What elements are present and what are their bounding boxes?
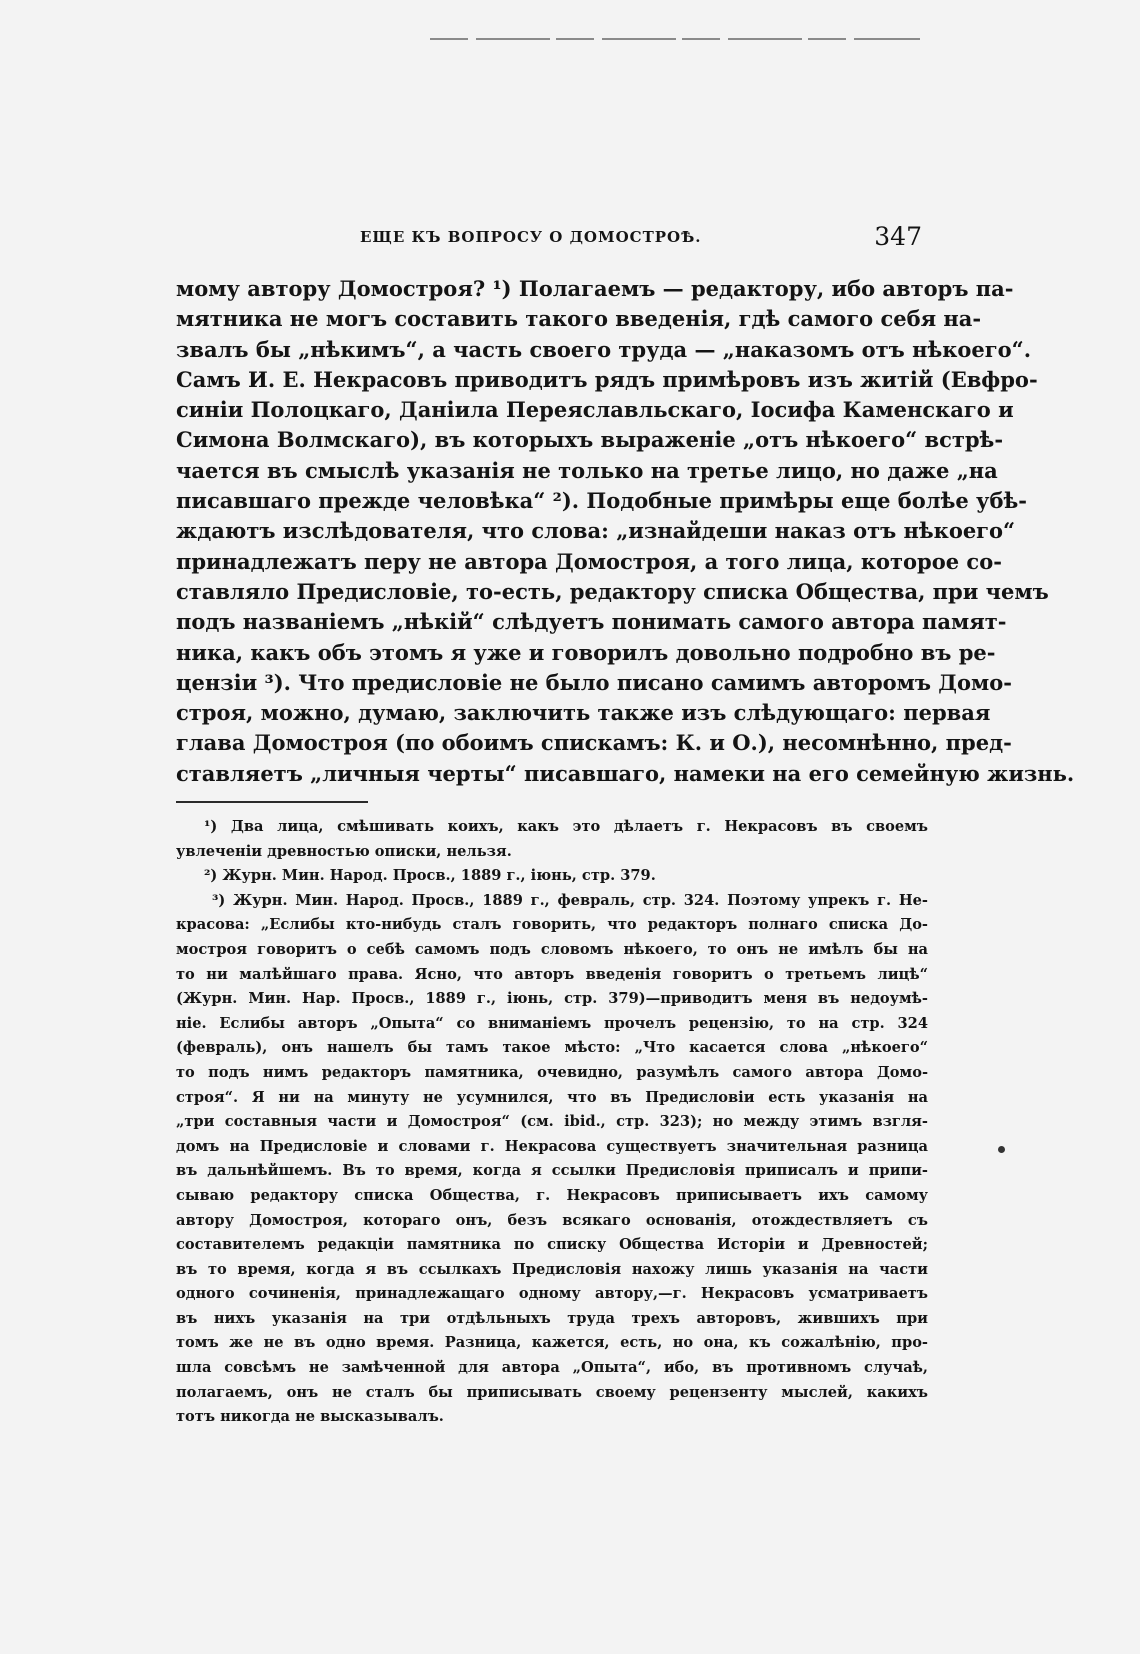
- footnote-line: мостроя говоритъ о себѣ самомъ подъ словомъ нѣкоего, то онъ не имѣлъ бы на: [176, 940, 928, 958]
- text-line: ставляетъ „личныя черты“ писавшаго, намеки на его семейную жизнь.: [176, 760, 1075, 786]
- footnote-line: ²) Журн. Мин. Народ. Просв., 1889 г., іюнь, стр. 379.: [204, 867, 656, 885]
- footnote-line: полагаемъ, онъ не сталъ бы приписывать своему рецензенту мыслей, какихъ: [176, 1383, 928, 1401]
- text-line: Самъ И. Е. Некрасовъ приводитъ рядъ примѣровъ изъ житій (Евфро-: [176, 366, 1038, 392]
- text-line: принадлежатъ перу не автора Домостроя, а того лица, которое со-: [176, 548, 1002, 574]
- text-line: ставляло Предисловіе, то-есть, редактору списка Общества, при чемъ: [176, 578, 1049, 604]
- text-line: Симона Волмскаго), въ которыхъ выраженіе „отъ нѣкоего“ встрѣ-: [176, 427, 1004, 453]
- text-line: синіи Полоцкаго, Даніила Переяславльскаго, Іосифа Каменскаго и: [176, 397, 1014, 423]
- footnote-line: строя“. Я ни на минуту не усумнился, что въ Предисловіи есть указанія на: [176, 1088, 928, 1106]
- footnote-line: одного сочиненія, принадлежащаго одному автору,—г. Некрасовъ усматриваетъ: [176, 1285, 928, 1303]
- footnote-line: „три составныя части и Домостроя“ (см. ibid., стр. 323); но между этимъ взгля-: [176, 1113, 928, 1131]
- footnotes: [176, 815, 928, 1430]
- footnote-line: въ нихъ указанія на три отдѣльныхъ труда трехъ авторовъ, жившихъ при: [176, 1309, 928, 1327]
- text-line: цензіи ³). Что предисловіе не было писано самимъ авторомъ Домо-: [176, 669, 1012, 695]
- footnote-line: сываю редактору списка Общества, г. Некрасовъ приписываетъ ихъ самому: [176, 1186, 928, 1204]
- text-line: писавшаго прежде человѣка“ ²). Подобные примѣры еще болѣе убѣ-: [176, 488, 1027, 514]
- page-number: 347: [874, 222, 922, 251]
- footnote-rule: [176, 801, 368, 803]
- footnote-line: (Журн. Мин. Нар. Просв., 1889 г., іюнь, стр. 379)—приводитъ меня въ недоумѣ-: [176, 990, 928, 1008]
- footnote-line: ³) Журн. Мин. Народ. Просв., 1889 г., февраль, стр. 324. Поэтому упрекъ г. Не-: [212, 891, 928, 909]
- footnote-line: шла совсѣмъ не замѣченной для автора „Опыта“, ибо, въ противномъ случаѣ,: [176, 1359, 928, 1377]
- text-line: ника, какъ объ этомъ я уже и говорилъ довольно подробно въ ре-: [176, 639, 996, 665]
- text-line: строя, можно, думаю, заключить также изъ слѣдующаго: первая: [176, 700, 991, 726]
- footnote-line: (февраль), онъ нашелъ бы тамъ такое мѣсто: „Что касается слова „нѣкоего“: [176, 1039, 928, 1057]
- ink-speck: [998, 1146, 1005, 1153]
- text-line: мятника не могъ составить такого введенія, гдѣ самого себя на-: [176, 306, 982, 332]
- running-header: [176, 222, 928, 254]
- text-line: мому автору Домостроя? ¹) Полагаемъ — редактору, ибо авторъ па-: [176, 276, 1014, 301]
- text-line: чается въ смыслѣ указанія не только на третье лицо, но даже „на: [176, 457, 998, 483]
- footnote-line: то ни малѣйшаго права. Ясно, что авторъ введенія говоритъ о третьемъ лицѣ“: [176, 965, 928, 983]
- text-line: звалъ бы „нѣкимъ“, а часть своего труда — „наказомъ отъ нѣкоего“.: [176, 336, 1032, 362]
- footnote-line: автору Домостроя, котораго онъ, безъ всякаго основанія, отождествляетъ съ: [176, 1211, 928, 1229]
- footnote-line: тотъ никогда не высказывалъ.: [176, 1408, 444, 1426]
- footnote-line: ніе. Еслибы авторъ „Опыта“ со вниманіемъ прочелъ рецензію, то на стр. 324: [176, 1014, 928, 1032]
- footnote-line: домъ на Предисловіе и словами г. Некрасова существуетъ значительная разница: [176, 1137, 928, 1155]
- footnote-line: томъ же не въ одно время. Разница, кажется, есть, но она, къ сожалѣнію, про-: [176, 1334, 928, 1352]
- footnote-line: составителемъ редакціи памятника по списку Общества Исторіи и Древностей;: [176, 1236, 928, 1254]
- footnote-line: въ то время, когда я въ ссылкахъ Предисловія нахожу лишь указанія на части: [176, 1260, 928, 1278]
- running-title: ЕЩЕ КЪ ВОПРОСУ О ДОМОСТРОѢ.: [360, 228, 702, 246]
- footnote-line: красова: „Еслибы кто-нибудь сталъ говорить, что редакторъ полнаго списка До-: [176, 916, 928, 934]
- footnote-line: увлеченіи древностью описки, нельзя.: [176, 842, 512, 860]
- footnote-line: ¹) Два лица, смѣшивать коихъ, какъ это дѣлаетъ г. Некрасовъ въ своемъ: [204, 818, 928, 835]
- text-line: ждаютъ изслѣдователя, что слова: „изнайдеши наказ отъ нѣкоего“: [176, 518, 1016, 544]
- text-line: глава Домостроя (по обоимъ спискамъ: К. и О.), несомнѣнно, пред-: [176, 730, 1012, 756]
- main-text: [176, 274, 1075, 789]
- footnote-line: въ дальнѣйшемъ. Въ то время, когда я ссылки Предисловія приписалъ и припи-: [176, 1162, 928, 1180]
- scan-artifact-line: [430, 38, 920, 40]
- text-line: подъ названіемъ „нѣкій“ слѣдуетъ понимать самого автора памят-: [176, 609, 1007, 635]
- footnote-line: то подъ нимъ редакторъ памятника, очевидно, разумѣлъ самого автора Домо-: [176, 1063, 928, 1081]
